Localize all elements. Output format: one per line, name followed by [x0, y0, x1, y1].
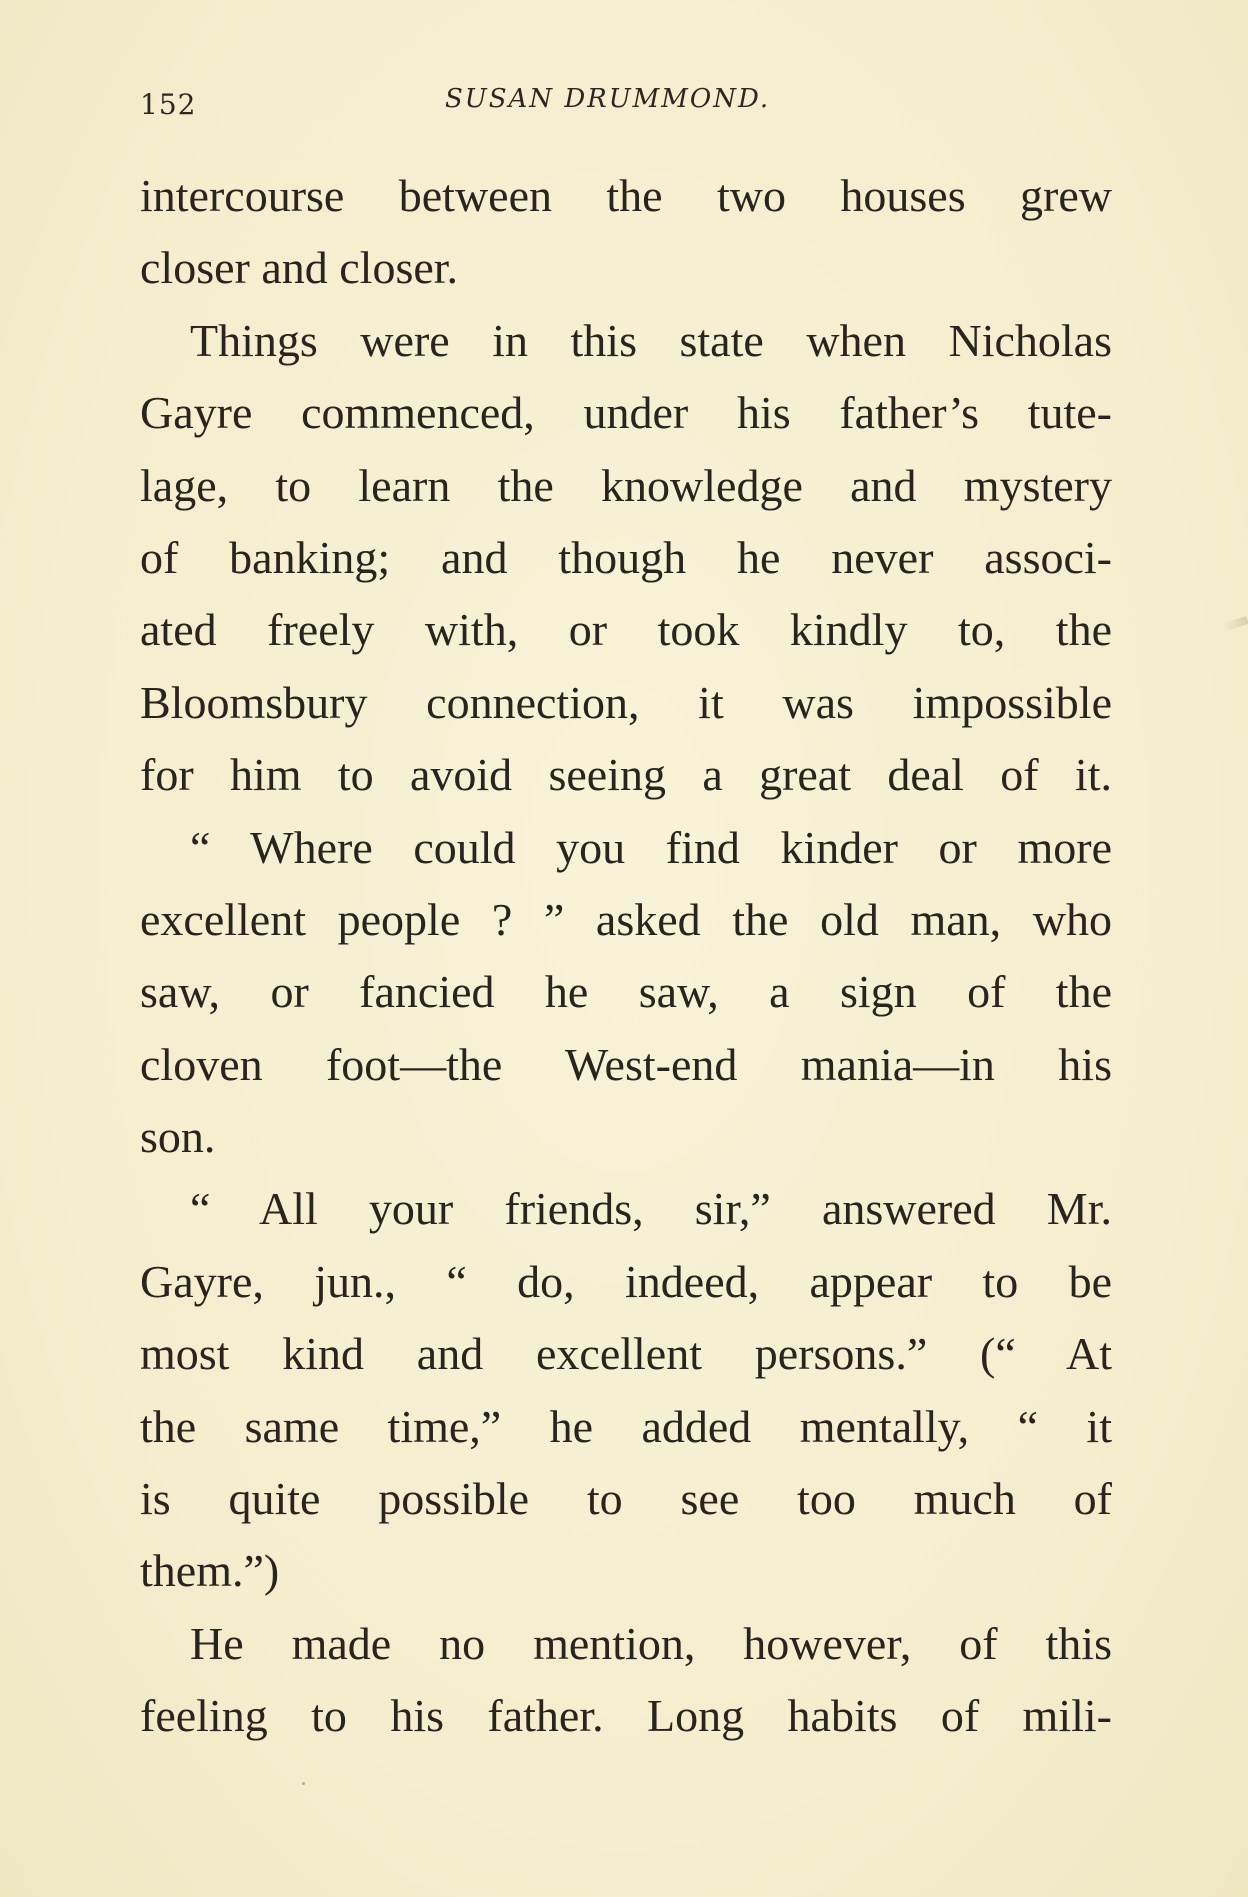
text-line: cloven foot—the West-end mania—in his [140, 1038, 1112, 1090]
text-line: lage, to learn the knowledge and mystery [140, 459, 1112, 511]
text-line: He made no mention, however, of this [190, 1617, 1112, 1669]
text-line: Gayre commenced, under his father’s tute- [140, 387, 1112, 439]
text-line: for him to avoid seeing a great deal of it. [140, 749, 1112, 801]
page-header [140, 84, 1125, 124]
text-line: excellent people ? ” asked the old man, who [140, 893, 1112, 945]
text-line: feeling to his father. Long habits of mili- [140, 1690, 1112, 1742]
text-line: the same time,” he added mentally, “ it [140, 1400, 1112, 1452]
text-line: them.”) [140, 1545, 280, 1597]
paper-edge-mark [1221, 616, 1248, 632]
paper-speck [302, 1782, 305, 1785]
text-line: saw, or fancied he saw, a sign of the [140, 966, 1112, 1018]
body-text [140, 160, 1112, 1753]
text-line: most kind and excellent persons.” (“ At [140, 1328, 1112, 1380]
text-line: is quite possible to see too much of [140, 1473, 1112, 1525]
text-line: closer and closer. [140, 242, 459, 294]
text-line: Gayre, jun., “ do, indeed, appear to be [140, 1255, 1112, 1307]
text-line: “ Where could you find kinder or more [190, 821, 1112, 873]
text-line: ated freely with, or took kindly to, the [140, 604, 1112, 656]
text-line: Things were in this state when Nicholas [190, 314, 1112, 366]
text-line: “ All your friends, sir,” answered Mr. [190, 1183, 1112, 1235]
text-line: intercourse between the two houses grew [140, 170, 1112, 221]
page-number: 152 [140, 88, 197, 121]
text-line: Bloomsbury connection, it was impossible [140, 676, 1112, 728]
running-head: SUSAN DRUMMOND. [445, 84, 771, 114]
text-line: son. [140, 1111, 216, 1163]
text-line: of banking; and though he never associ- [140, 531, 1112, 583]
